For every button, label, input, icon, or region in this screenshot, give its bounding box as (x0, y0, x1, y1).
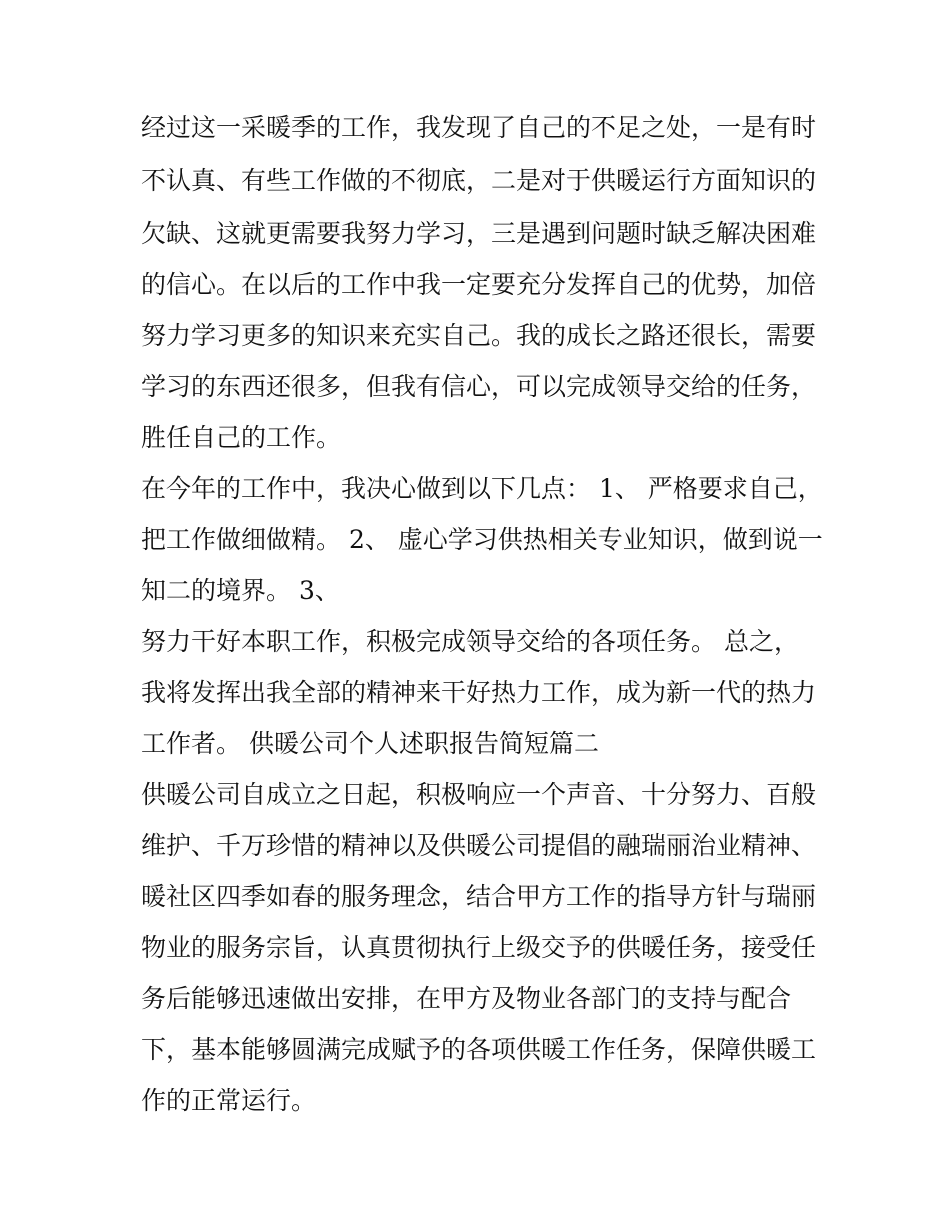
text-line: 不认真、有些工作做的不彻底，二是对于供暖运行方面知识的 (141, 166, 817, 195)
text-line: 胜任自己的工作。 (141, 423, 342, 452)
text-line: 欠缺、这就更需要我努力学习，三是遇到问题时缺乏解决困难 (141, 219, 817, 248)
text-line: 暖社区四季如春的服务理念，结合甲方工作的指导方针与瑞丽 (141, 882, 817, 911)
text-line: 经过这一采暖季的工作，我发现了自己的不足之处，一是有时 (141, 113, 817, 142)
text-line: 维护、千万珍惜的精神以及供暖公司提倡的融瑞丽治业精神、 (141, 831, 817, 860)
text-line: 努力干好本职工作，积极完成领导交给的各项任务。 总之， (141, 627, 799, 656)
text-line: 下，基本能够圆满完成赋予的各项供暖工作任务，保障供暖工 (141, 1035, 817, 1064)
text-line: 知二的境界。 3、 (141, 576, 340, 605)
text-line: 供暖公司自成立之日起，积极响应一个声音、十分努力、百般 (141, 780, 817, 809)
text-line: 的信心。在以后的工作中我一定要充分发挥自己的优势，加倍 (141, 270, 817, 299)
text-line: 在今年的工作中，我决心做到以下几点： 1、 严格要求自己， (141, 474, 823, 503)
text-line: 学习的东西还很多，但我有信心，可以完成领导交给的任务， (141, 372, 817, 401)
text-line: 作的正常运行。 (141, 1086, 317, 1115)
text-line: 努力学习更多的知识来充实自己。我的成长之路还很长，需要 (141, 321, 817, 350)
text-line: 物业的服务宗旨，认真贯彻执行上级交予的供暖任务，接受任 (141, 933, 817, 962)
text-line: 把工作做细做精。 2、 虚心学习供热相关专业知识，做到说一 (141, 525, 823, 554)
text-line: 务后能够迅速做出安排，在甲方及物业各部门的支持与配合 (141, 984, 792, 1013)
text-line: 我将发挥出我全部的精神来干好热力工作，成为新一代的热力 (141, 678, 817, 707)
text-line: 工作者。 供暖公司个人述职报告简短篇二 (141, 729, 599, 758)
